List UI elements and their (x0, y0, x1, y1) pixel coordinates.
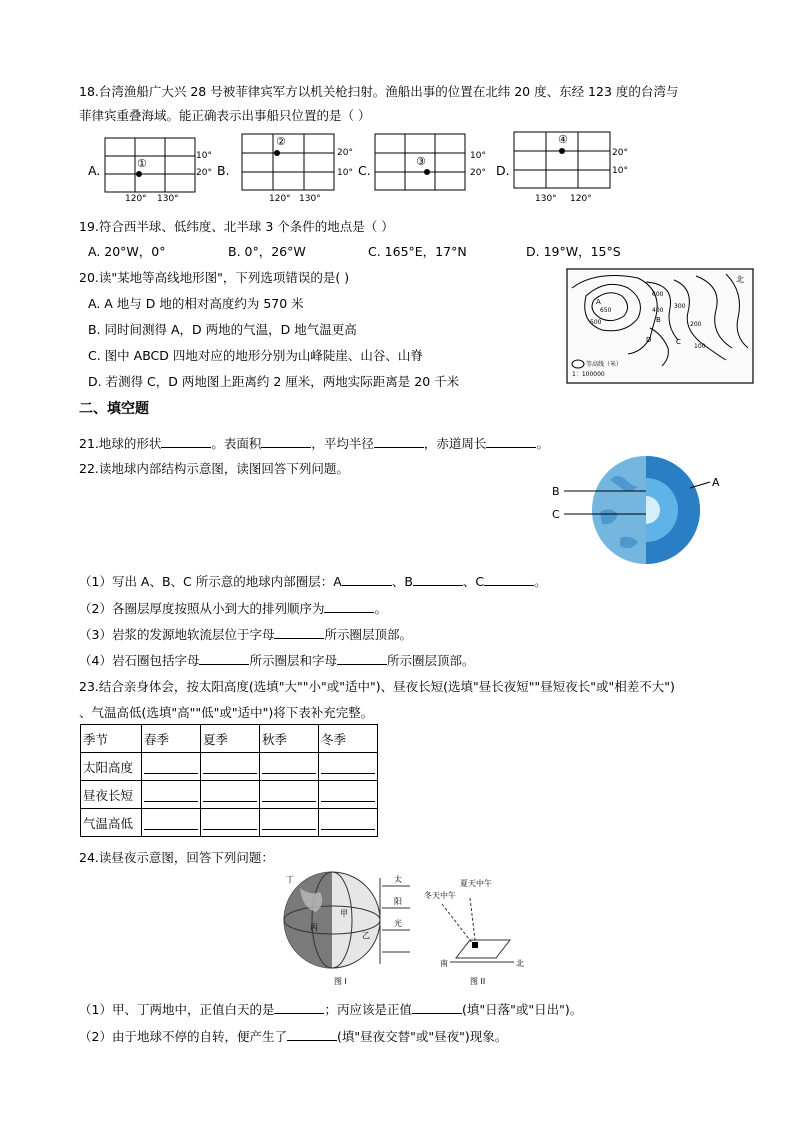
q24-stem: 24.读昼夜示意图，回答下列问题： (79, 850, 274, 865)
q21-text-3: ，平均半径 (311, 436, 374, 451)
contour-label: 400 (652, 307, 664, 314)
q22-blank-order[interactable] (324, 600, 374, 613)
contour-label: 200 (690, 321, 702, 328)
q20-option-b[interactable]: B. 同时间测得 A，D 两地的气温，D 地气温更高 (88, 322, 357, 337)
option-label: C. (358, 163, 371, 178)
q22-stem: 22.读地球内部结构示意图，读图回答下列问题。 (79, 461, 349, 476)
text: (填"日落"或"日出")。 (461, 1002, 583, 1017)
q24-sub2 (79, 1027, 507, 1045)
scale-text: 1：100000 (572, 371, 605, 378)
q21-text-4: ，赤道周长 (423, 436, 487, 451)
q22-blank-lithosphere-2[interactable] (337, 652, 387, 665)
position-mark: ① (137, 157, 147, 170)
position-mark: ③ (416, 155, 426, 168)
earth-interior-diagram (550, 450, 730, 570)
text: ；丙应该是正值 (324, 1002, 412, 1017)
text: （1）写出 A、B、C 所示意的地球内部圈层：A (79, 574, 342, 589)
contour-label: 100 (694, 343, 706, 350)
point-label-d: D (646, 336, 652, 344)
q21-text-2: 。表面积 (211, 436, 262, 451)
q21-blank-shape[interactable] (161, 435, 211, 448)
lon-label-right: 120° (570, 194, 592, 204)
answer-cell[interactable] (319, 809, 378, 837)
place-label: 乙 (362, 931, 370, 940)
text: （2）各圈层厚度按照从小到大的排列顺序为 (79, 601, 325, 616)
q21-text-5: 。 (536, 436, 549, 451)
contour-label: 600 (652, 291, 664, 298)
q22-blank-lithosphere-1[interactable] (199, 652, 249, 665)
q24-sub1 (79, 1000, 582, 1018)
q22-blank-b[interactable] (413, 573, 463, 586)
table-row (81, 753, 378, 781)
sun-label: 光 (394, 919, 402, 928)
option-label: A. (88, 163, 101, 178)
lat-label-top: 20° (337, 148, 353, 158)
q20-option-c[interactable]: C. 图中 ABCD 四地对应的地形分别为山峰陡崖、山谷、山脊 (88, 348, 423, 363)
text: 。 (534, 574, 547, 589)
lon-label-right: 130° (157, 194, 179, 204)
answer-cell[interactable] (260, 781, 319, 809)
q23-line2: 、气温高低(选填"高""低"或"适中")将下表补充完整。 (79, 705, 374, 720)
season-table (80, 724, 378, 837)
table-header-row (81, 725, 378, 753)
lon-label-left: 120° (125, 194, 147, 204)
text: 所示圈层顶部。 (324, 627, 412, 642)
lat-label-bottom: 20° (196, 168, 212, 178)
answer-cell[interactable] (142, 809, 201, 837)
option-label: D. (496, 163, 510, 178)
lat-label-top: 10° (196, 151, 212, 161)
answer-cell[interactable] (260, 809, 319, 837)
answer-cell[interactable] (201, 781, 260, 809)
lon-label-right: 130° (299, 194, 321, 204)
row-label: 气温高低 (81, 809, 142, 837)
lat-label-bottom: 10° (337, 168, 353, 178)
place-label: 丁 (286, 875, 294, 884)
peak-elevation: 650 (600, 307, 612, 314)
contour-map (566, 268, 754, 384)
q22-blank-c[interactable] (484, 573, 534, 586)
q18-stem-line1: 18.台湾渔船广大兴 28 号被菲律宾军方以机关枪扫射。渔船出事的位置在北纬 20 度、东经 123 度的台湾与 (79, 84, 679, 99)
sun-position-label: 夏天中午 (460, 879, 492, 888)
figure-caption: 图 II (470, 977, 486, 986)
position-mark: ② (276, 135, 286, 148)
q22-sub4 (79, 651, 475, 669)
q20-stem: 20.读"某地等高线地形图"，下列选项错误的是( ) (79, 270, 350, 285)
text: （1）甲、丁两地中，正值白天的是 (79, 1002, 275, 1017)
legend-text: 等高线（米） (586, 361, 623, 368)
q21-blank-radius[interactable] (374, 435, 424, 448)
lon-label-left: 130° (535, 194, 557, 204)
place-label: 丙 (310, 923, 318, 932)
q19-option-d[interactable]: D. 19°W，15°S (526, 244, 621, 259)
q24-blank-phenomenon[interactable] (287, 1028, 337, 1041)
answer-cell[interactable] (319, 753, 378, 781)
q22-blank-asthenosphere[interactable] (274, 626, 324, 639)
q19-stem: 19.符合西半球、低纬度、北半球 3 个条件的地点是（ ） (79, 219, 394, 234)
lat-label-bottom: 10° (612, 166, 628, 176)
north-arrow: 北 (736, 275, 744, 284)
q19-option-a[interactable]: A. 20°W，0° (88, 244, 166, 259)
answer-cell[interactable] (201, 809, 260, 837)
position-mark: ④ (558, 133, 568, 146)
sun-label: 阳 (394, 897, 402, 906)
section-title: 二、填空题 (79, 401, 149, 417)
q21-blank-circumference[interactable] (486, 435, 536, 448)
layer-label-c: C (552, 508, 560, 521)
q19-option-c[interactable]: C. 165°E，17°N (368, 244, 467, 259)
lon-label-left: 120° (269, 194, 291, 204)
q21-line (79, 434, 549, 452)
q21-text-1: 21.地球的形状 (79, 436, 162, 451)
table-header-cell: 冬季 (319, 725, 378, 753)
text: 所示圈层顶部。 (386, 653, 475, 668)
answer-cell[interactable] (201, 753, 260, 781)
q22-sub1 (79, 572, 547, 590)
text: （3）岩浆的发源地软流层位于字母 (79, 627, 275, 642)
answer-cell[interactable] (142, 753, 201, 781)
direction-south: 南 (440, 959, 448, 968)
text: 所示圈层和字母 (249, 653, 337, 668)
table-row (81, 781, 378, 809)
table-header-cell: 季节 (81, 725, 142, 753)
table-header-cell: 春季 (142, 725, 201, 753)
answer-cell[interactable] (260, 753, 319, 781)
option-label: B. (217, 163, 230, 178)
lat-label-top: 20° (612, 148, 628, 158)
q22-blank-a[interactable] (342, 573, 392, 586)
contour-label: 300 (674, 303, 686, 310)
sun-label: 太 (394, 875, 402, 884)
q22-sub3 (79, 625, 412, 643)
q19-option-b[interactable]: B. 0°，26°W (228, 244, 306, 259)
row-label: 太阳高度 (81, 753, 142, 781)
point-label-c: C (676, 338, 681, 346)
q18-stem-line2: 菲律宾重叠海域。能正确表示出事船只位置的是（ ） (79, 108, 371, 123)
direction-north: 北 (516, 959, 524, 968)
q23-line1: 23.结合亲身体会，按太阳高度(选填"大""小"或"适中")、昼夜长短(选填"昼长夜短""昼短夜长"或"相差不大") (79, 679, 675, 694)
q22-sub2 (79, 599, 387, 617)
answer-cell[interactable] (319, 781, 378, 809)
layer-label-a: A (712, 476, 720, 489)
text: （2）由于地球不停的自转，便产生了 (79, 1029, 287, 1044)
text: （4）岩石圈包括字母 (79, 653, 200, 668)
text: 、B (391, 574, 413, 589)
layer-label-b: B (552, 485, 560, 498)
place-label: 甲 (340, 909, 348, 918)
table-row (81, 809, 378, 837)
answer-cell[interactable] (142, 781, 201, 809)
text: 。 (374, 601, 387, 616)
text: 、C (462, 574, 485, 589)
q21-blank-area[interactable] (261, 435, 311, 448)
lat-lon-grid-b (240, 132, 340, 196)
figure-caption: 图 I (334, 977, 347, 986)
day-night-figures (270, 868, 530, 988)
q24-blank-sunrise-sunset[interactable] (412, 1001, 462, 1014)
q20-option-a[interactable]: A. A 地与 D 地的相对高度约为 570 米 (88, 296, 304, 311)
q20-option-d[interactable]: D. 若测得 C，D 两地图上距离约 2 厘米，两地实际距离是 20 千米 (88, 374, 460, 389)
sun-position-label: 冬天中午 (424, 891, 456, 900)
contour-label: 500 (590, 319, 602, 326)
q24-blank-daytime[interactable] (274, 1001, 324, 1014)
text: (填"昼夜交替"或"昼夜")现象。 (336, 1029, 508, 1044)
point-label-a: A (596, 298, 601, 306)
point-label-b: B (656, 316, 661, 324)
table-header-cell: 秋季 (260, 725, 319, 753)
lat-label-bottom: 20° (470, 168, 486, 178)
lat-label-top: 10° (470, 151, 486, 161)
table-header-cell: 夏季 (201, 725, 260, 753)
row-label: 昼夜长短 (81, 781, 142, 809)
